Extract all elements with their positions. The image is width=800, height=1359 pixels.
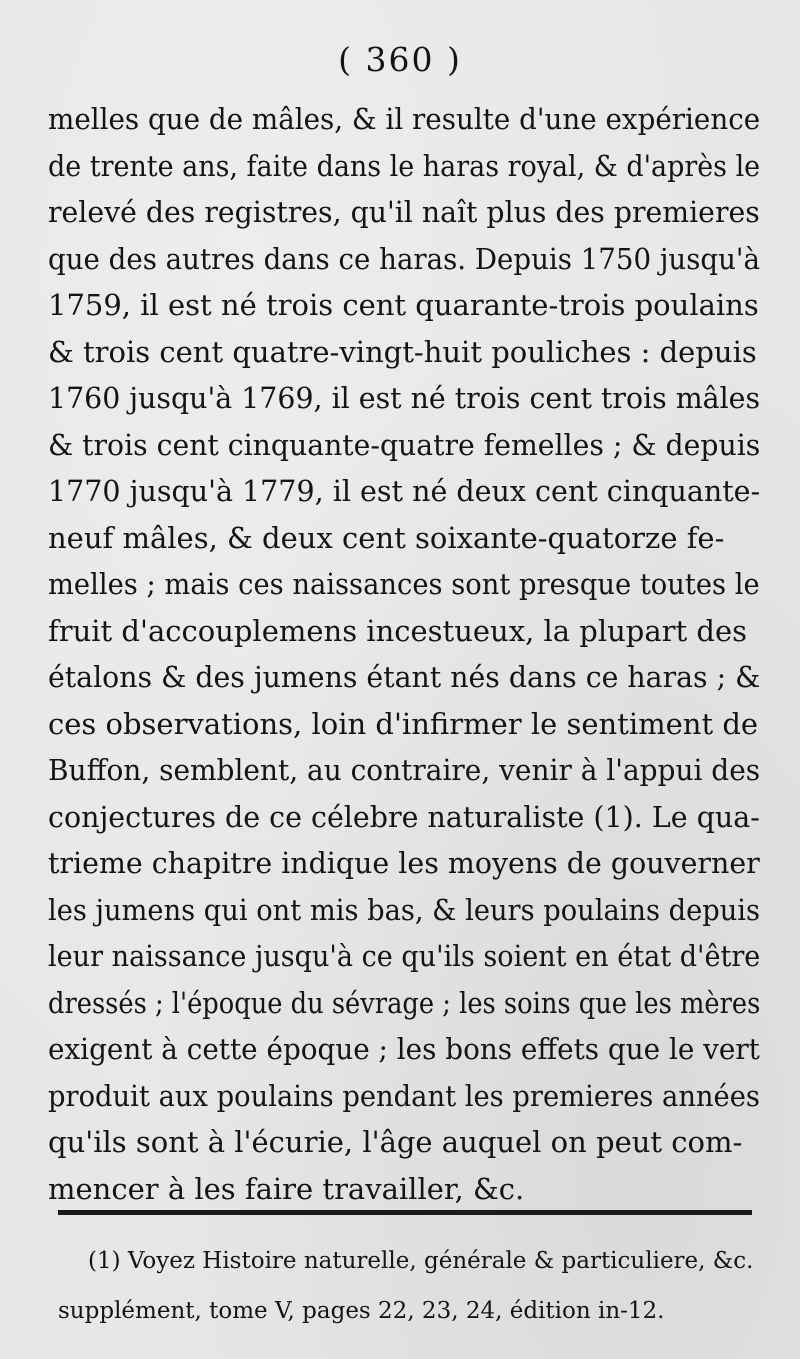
- text-line: conjectures de ce célebre naturaliste (1). Le qua-: [48, 799, 760, 834]
- text-line: 1759, il est né trois cent quarante-trois poulains: [48, 288, 759, 322]
- text-line: les jumens qui ont mis bas, & leurs poulains depuis: [48, 892, 760, 927]
- text-line: fruit d'accouplemens incestueux, la plupart des: [48, 613, 748, 648]
- text-line: mencer à les faire travailler, &c.: [48, 1171, 525, 1206]
- footnote-line: (1) Voyez Histoire naturelle, générale & particuliere, &c.: [88, 1248, 754, 1274]
- footnote-divider: [58, 1210, 752, 1215]
- text-line: exigent à cette époque ; les bons effets que le vert: [48, 1032, 760, 1066]
- text-line: 1760 jusqu'à 1769, il est né trois cent trois mâles: [48, 381, 760, 415]
- body-text: [48, 96, 760, 1212]
- text-line: Buffon, semblent, au contraire, venir à l'appui des: [48, 753, 760, 787]
- text-line: qu'ils sont à l'écurie, l'âge auquel on peut com-: [48, 1125, 743, 1159]
- text-line: 1770 jusqu'à 1779, il est né deux cent cinquante-: [48, 474, 760, 508]
- text-line: neuf mâles, & deux cent soixante-quatorze fe-: [48, 520, 725, 555]
- text-line: ces observations, loin d'infirmer le sentiment de: [48, 706, 759, 741]
- text-line: melles que de mâles, & il resulte d'une expérience: [48, 102, 760, 136]
- text-line: & trois cent quatre-vingt-huit pouliches : depuis: [48, 334, 757, 369]
- page-number: ( 360 ): [338, 40, 462, 79]
- text-line: étalons & des jumens étant nés dans ce haras ; &: [48, 660, 760, 694]
- text-line: dressés ; l'époque du sévrage ; les soins que les mères: [48, 985, 760, 1020]
- text-line: & trois cent cinquante-quatre femelles ; & depuis: [48, 427, 760, 462]
- footnotes: [58, 1236, 758, 1336]
- text-line: relevé des registres, qu'il naît plus des premieres: [48, 195, 760, 229]
- text-line: leur naissance jusqu'à ce qu'ils soient en état d'être: [48, 939, 760, 973]
- text-line: produit aux poulains pendant les premieres années: [48, 1078, 760, 1113]
- text-line: trieme chapitre indique les moyens de gouverner: [48, 846, 760, 880]
- text-line: de trente ans, faite dans le haras royal, & d'après le: [48, 148, 760, 183]
- text-line: melles ; mais ces naissances sont presque toutes le: [48, 567, 760, 601]
- footnote-line: supplément, tome V, pages 22, 23, 24, édition in-12.: [58, 1298, 665, 1324]
- text-line: que des autres dans ce haras. Depuis 1750 jusqu'à: [48, 241, 760, 276]
